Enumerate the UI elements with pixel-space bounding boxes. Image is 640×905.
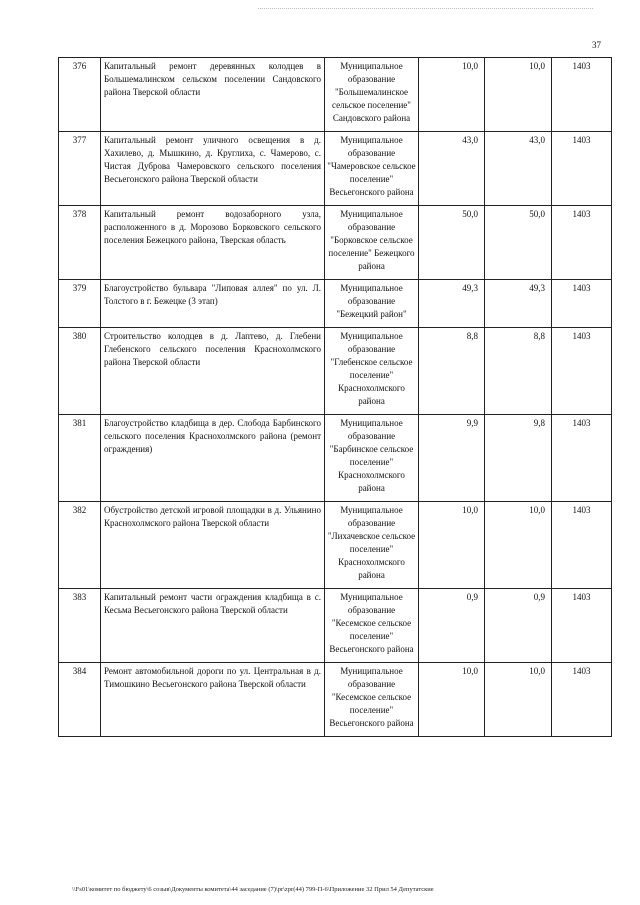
table-row: [59, 502, 612, 589]
row-code: 1403: [552, 206, 612, 280]
table-row: [59, 58, 612, 132]
row-number: 383: [59, 589, 101, 663]
row-value-2: 49,3: [485, 280, 552, 328]
row-description: Капитальный ремонт водозаборного узла, расположенного в д. Морозово Борковского сельского поселения Бежецкого района, Тверская область: [101, 206, 325, 280]
row-code: 1403: [552, 415, 612, 502]
row-description: Капитальный ремонт уличного освещения в д. Хахилево, д. Мышкино, д. Круглиха, с. Чамерово, с. Чистая Дуброва Чамеровского сельского поселения Весьегонского района Тверской области: [101, 132, 325, 206]
row-value-1: 10,0: [419, 502, 485, 589]
row-recipient: Муниципальное образование "Кесемское сельское поселение" Весьегонского района: [325, 663, 419, 737]
row-description: Капитальный ремонт части ограждения кладбища в с. Кесьма Весьегонского района Тверской области: [101, 589, 325, 663]
row-recipient: Муниципальное образование "Большемалинское сельское поселение" Сандовского района: [325, 58, 419, 132]
row-recipient: Муниципальное образование "Чамеровское сельское поселение" Весьегонского района: [325, 132, 419, 206]
table-row: [59, 663, 612, 737]
row-description: Благоустройство бульвара "Липовая аллея" по ул. Л. Толстого в г. Бежецке (3 этап): [101, 280, 325, 328]
table-row: [59, 328, 612, 415]
row-number: 384: [59, 663, 101, 737]
table-row: [59, 280, 612, 328]
row-number: 382: [59, 502, 101, 589]
row-value-1: 10,0: [419, 663, 485, 737]
row-recipient: Муниципальное образование "Кесемское сельское поселение" Весьегонского района: [325, 589, 419, 663]
row-value-2: 0,9: [485, 589, 552, 663]
row-value-2: 8,8: [485, 328, 552, 415]
row-code: 1403: [552, 502, 612, 589]
row-value-2: 43,0: [485, 132, 552, 206]
row-value-1: 49,3: [419, 280, 485, 328]
row-code: 1403: [552, 132, 612, 206]
row-value-2: 9,8: [485, 415, 552, 502]
row-value-1: 9,9: [419, 415, 485, 502]
row-description: Капитальный ремонт деревянных колодцев в Большемалинском сельском поселении Сандовского района Тверской области: [101, 58, 325, 132]
row-value-1: 10,0: [419, 58, 485, 132]
row-recipient: Муниципальное образование "Лихачевское сельское поселение" Краснохолмского района: [325, 502, 419, 589]
row-number: 379: [59, 280, 101, 328]
row-number: 376: [59, 58, 101, 132]
row-code: 1403: [552, 280, 612, 328]
row-number: 377: [59, 132, 101, 206]
row-description: Обустройство детской игровой площадки в д. Ульянино Краснохолмского района Тверской области: [101, 502, 325, 589]
row-code: 1403: [552, 58, 612, 132]
row-value-1: 0,9: [419, 589, 485, 663]
row-recipient: Муниципальное образование "Глебенское сельское поселение" Краснохолмского района: [325, 328, 419, 415]
row-recipient: Муниципальное образование "Борковское сельское поселение" Бежецкого района: [325, 206, 419, 280]
row-recipient: Муниципальное образование "Бежецкий район": [325, 280, 419, 328]
row-value-1: 8,8: [419, 328, 485, 415]
row-number: 381: [59, 415, 101, 502]
table-row: [59, 132, 612, 206]
row-number: 378: [59, 206, 101, 280]
row-value-2: 10,0: [485, 58, 552, 132]
row-recipient: Муниципальное образование "Барбинское сельское поселение" Краснохолмского района: [325, 415, 419, 502]
top-dotted-line: [258, 8, 593, 9]
row-code: 1403: [552, 589, 612, 663]
row-code: 1403: [552, 663, 612, 737]
row-description: Строительство колодцев в д. Лаптево, д. Глебени Глебенского сельского поселения Краснохолмского района Тверской области: [101, 328, 325, 415]
file-path-footer: \\Fs01\комитет по бюджету\6 созыв\Документы комитета\44 заседание (7)\pr\zpr(44) 799-П-6\Приложение 32 Прил 54 Депутатские: [72, 886, 434, 893]
row-number: 380: [59, 328, 101, 415]
table-row: [59, 415, 612, 502]
table-row: [59, 589, 612, 663]
table-row: [59, 206, 612, 280]
page-number: 37: [592, 40, 601, 50]
row-value-2: 50,0: [485, 206, 552, 280]
row-value-2: 10,0: [485, 502, 552, 589]
appropriations-table: [58, 57, 612, 737]
row-value-1: 50,0: [419, 206, 485, 280]
row-description: Благоустройство кладбища в дер. Слобода Барбинского сельского поселения Краснохолмского района (ремонт ограждения): [101, 415, 325, 502]
row-code: 1403: [552, 328, 612, 415]
row-description: Ремонт автомобильной дороги по ул. Центральная в д. Тимошкино Весьегонского района Тверской области: [101, 663, 325, 737]
row-value-1: 43,0: [419, 132, 485, 206]
row-value-2: 10,0: [485, 663, 552, 737]
